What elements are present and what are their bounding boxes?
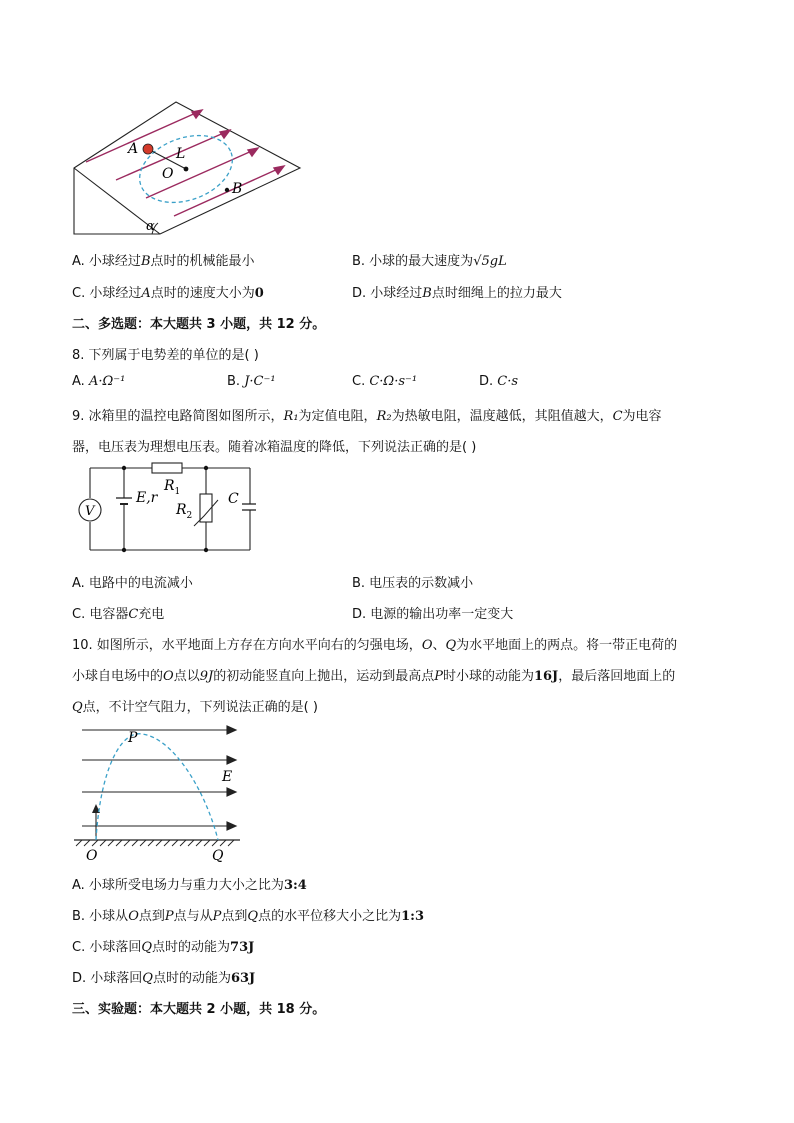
section-3-title: 三、实验题：本大题共 2 小题，共 18 分。 — [72, 1002, 326, 1017]
label-p: P — [128, 730, 138, 746]
q9-option-b: B. 电压表的示数减小 — [352, 576, 474, 591]
q8-option-d: D. C·s — [479, 374, 519, 389]
label-l: L — [176, 146, 186, 162]
q8-option-c: C. C·Ω·s⁻¹ — [352, 374, 418, 389]
q10-option-c: C. 小球落回Q点时的动能为73J — [72, 940, 255, 955]
q9-option-c: C. 电容器C充电 — [72, 607, 165, 622]
q10-stem-line2: 小球自电场中的O点以9J的初动能竖直向上抛出，运动到最高点P时小球的动能为16J，最后落回地面上的 — [72, 669, 676, 684]
q9-option-a: A. 电路中的电流减小 — [72, 576, 193, 591]
label-c: C — [228, 491, 239, 507]
q10-stem-line3: Q点，不计空气阻力，下列说法正确的是( ) — [72, 700, 318, 715]
circuit-figure — [76, 460, 256, 556]
label-o: O — [86, 848, 98, 864]
q8-stem: 8. 下列属于电势差的单位的是( ) — [72, 348, 259, 363]
ball-a — [143, 144, 153, 154]
label-o: O — [162, 166, 174, 182]
q8-option-b: B. J·C⁻¹ — [227, 374, 276, 389]
q10-option-a: A. 小球所受电场力与重力大小之比为3:4 — [72, 878, 307, 893]
q8-option-a: A. A·Ω⁻¹ — [72, 374, 126, 389]
q7-option-d: D. 小球经过B点时细绳上的拉力最大 — [352, 286, 562, 301]
field-trajectory-figure — [70, 722, 246, 864]
q10-stem-line1: 10. 如图所示，水平地面上方存在方向水平向右的匀强电场，O、Q为水平地面上的两点。将一带正电荷的 — [72, 638, 678, 653]
q9-stem-line2: 器，电压表为理想电压表。随着冰箱温度的降低，下列说法正确的是( ) — [72, 440, 477, 455]
label-b: B — [232, 181, 243, 197]
svg-text:V: V — [85, 504, 95, 519]
label-a: A — [128, 141, 139, 157]
label-er: E,r — [136, 490, 158, 506]
q9-option-d: D. 电源的输出功率一定变大 — [352, 607, 514, 622]
label-alpha: α — [146, 219, 155, 234]
q9-stem-line1: 9. 冰箱里的温控电路简图如图所示，R₁为定值电阻，R₂为热敏电阻，温度越低，其阻值越大，C为电容 — [72, 409, 662, 424]
q7-option-a: A. 小球经过B点时的机械能最小 — [72, 254, 255, 269]
q10-option-d: D. 小球落回Q点时的动能为63J — [72, 971, 256, 986]
q10-option-b: B. 小球从O点到P点与从P点到Q点的水平位移大小之比为1:3 — [72, 909, 424, 924]
label-e: E — [222, 769, 233, 785]
label-q: Q — [212, 848, 224, 864]
q7-option-c: C. 小球经过A点时的速度大小为0 — [72, 286, 264, 301]
q7-option-b: B. 小球的最大速度为√5gL — [352, 254, 507, 269]
incline-figure — [70, 98, 302, 238]
section-2-title: 二、多选题：本大题共 3 小题，共 12 分。 — [72, 317, 326, 332]
label-r1: $R_1$ — [164, 478, 181, 497]
label-r2: $R_2$ — [176, 502, 193, 521]
